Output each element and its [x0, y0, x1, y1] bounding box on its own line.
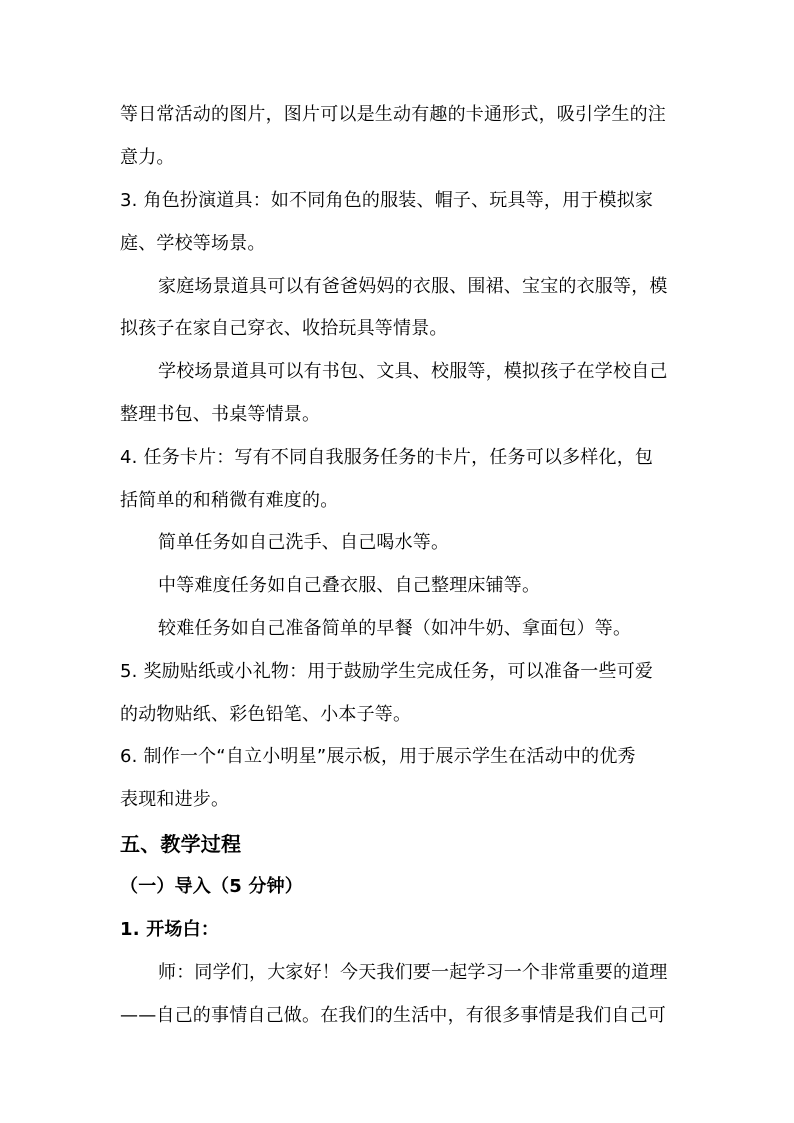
speech-line: ——自己的事情自己做。在我们的生活中，有很多事情是我们自己可	[120, 1005, 666, 1026]
text-line: 意力。	[120, 147, 175, 168]
text-line: 庭、学校等场景。	[120, 233, 266, 254]
text-line: 家庭场景道具可以有爸爸妈妈的衣服、围裙、宝宝的衣服等，模	[158, 276, 668, 297]
item-heading: 1. 开场白：	[120, 919, 220, 940]
text-line: 表现和进步。	[120, 789, 230, 810]
list-item-4: 4. 任务卡片：写有不同自我服务任务的卡片，任务可以多样化，包	[120, 447, 654, 468]
text-line: 整理书包、书桌等情景。	[120, 404, 321, 425]
text-line: 较难任务如自己准备简单的早餐（如冲牛奶、拿面包）等。	[158, 618, 632, 639]
list-item-3: 3. 角色扮演道具：如不同角色的服装、帽子、玩具等，用于模拟家	[120, 190, 654, 211]
speech-line: 师：同学们，大家好！今天我们要一起学习一个非常重要的道理	[158, 962, 668, 983]
list-item-5: 5. 奖励贴纸或小礼物：用于鼓励学生完成任务，可以准备一些可爱	[120, 661, 654, 682]
section-heading: 五、教学过程	[120, 832, 242, 856]
text-line: 简单任务如自己洗手、自己喝水等。	[158, 532, 450, 553]
text-line: 的动物贴纸、彩色铅笔、小本子等。	[120, 704, 412, 725]
subsection-heading: （一）导入（5 分钟）	[120, 876, 303, 897]
text-line: 等日常活动的图片，图片可以是生动有趣的卡通形式，吸引学生的注	[120, 104, 666, 125]
text-line: 括简单的和稍微有难度的。	[120, 490, 339, 511]
text-line: 学校场景道具可以有书包、文具、校服等，模拟孩子在学校自己	[158, 361, 668, 382]
text-line: 中等难度任务如自己叠衣服、自己整理床铺等。	[158, 575, 541, 596]
list-item-6: 6. 制作一个“自立小明星”展示板，用于展示学生在活动中的优秀	[120, 746, 636, 767]
text-line: 拟孩子在家自己穿衣、收拾玩具等情景。	[120, 318, 448, 339]
